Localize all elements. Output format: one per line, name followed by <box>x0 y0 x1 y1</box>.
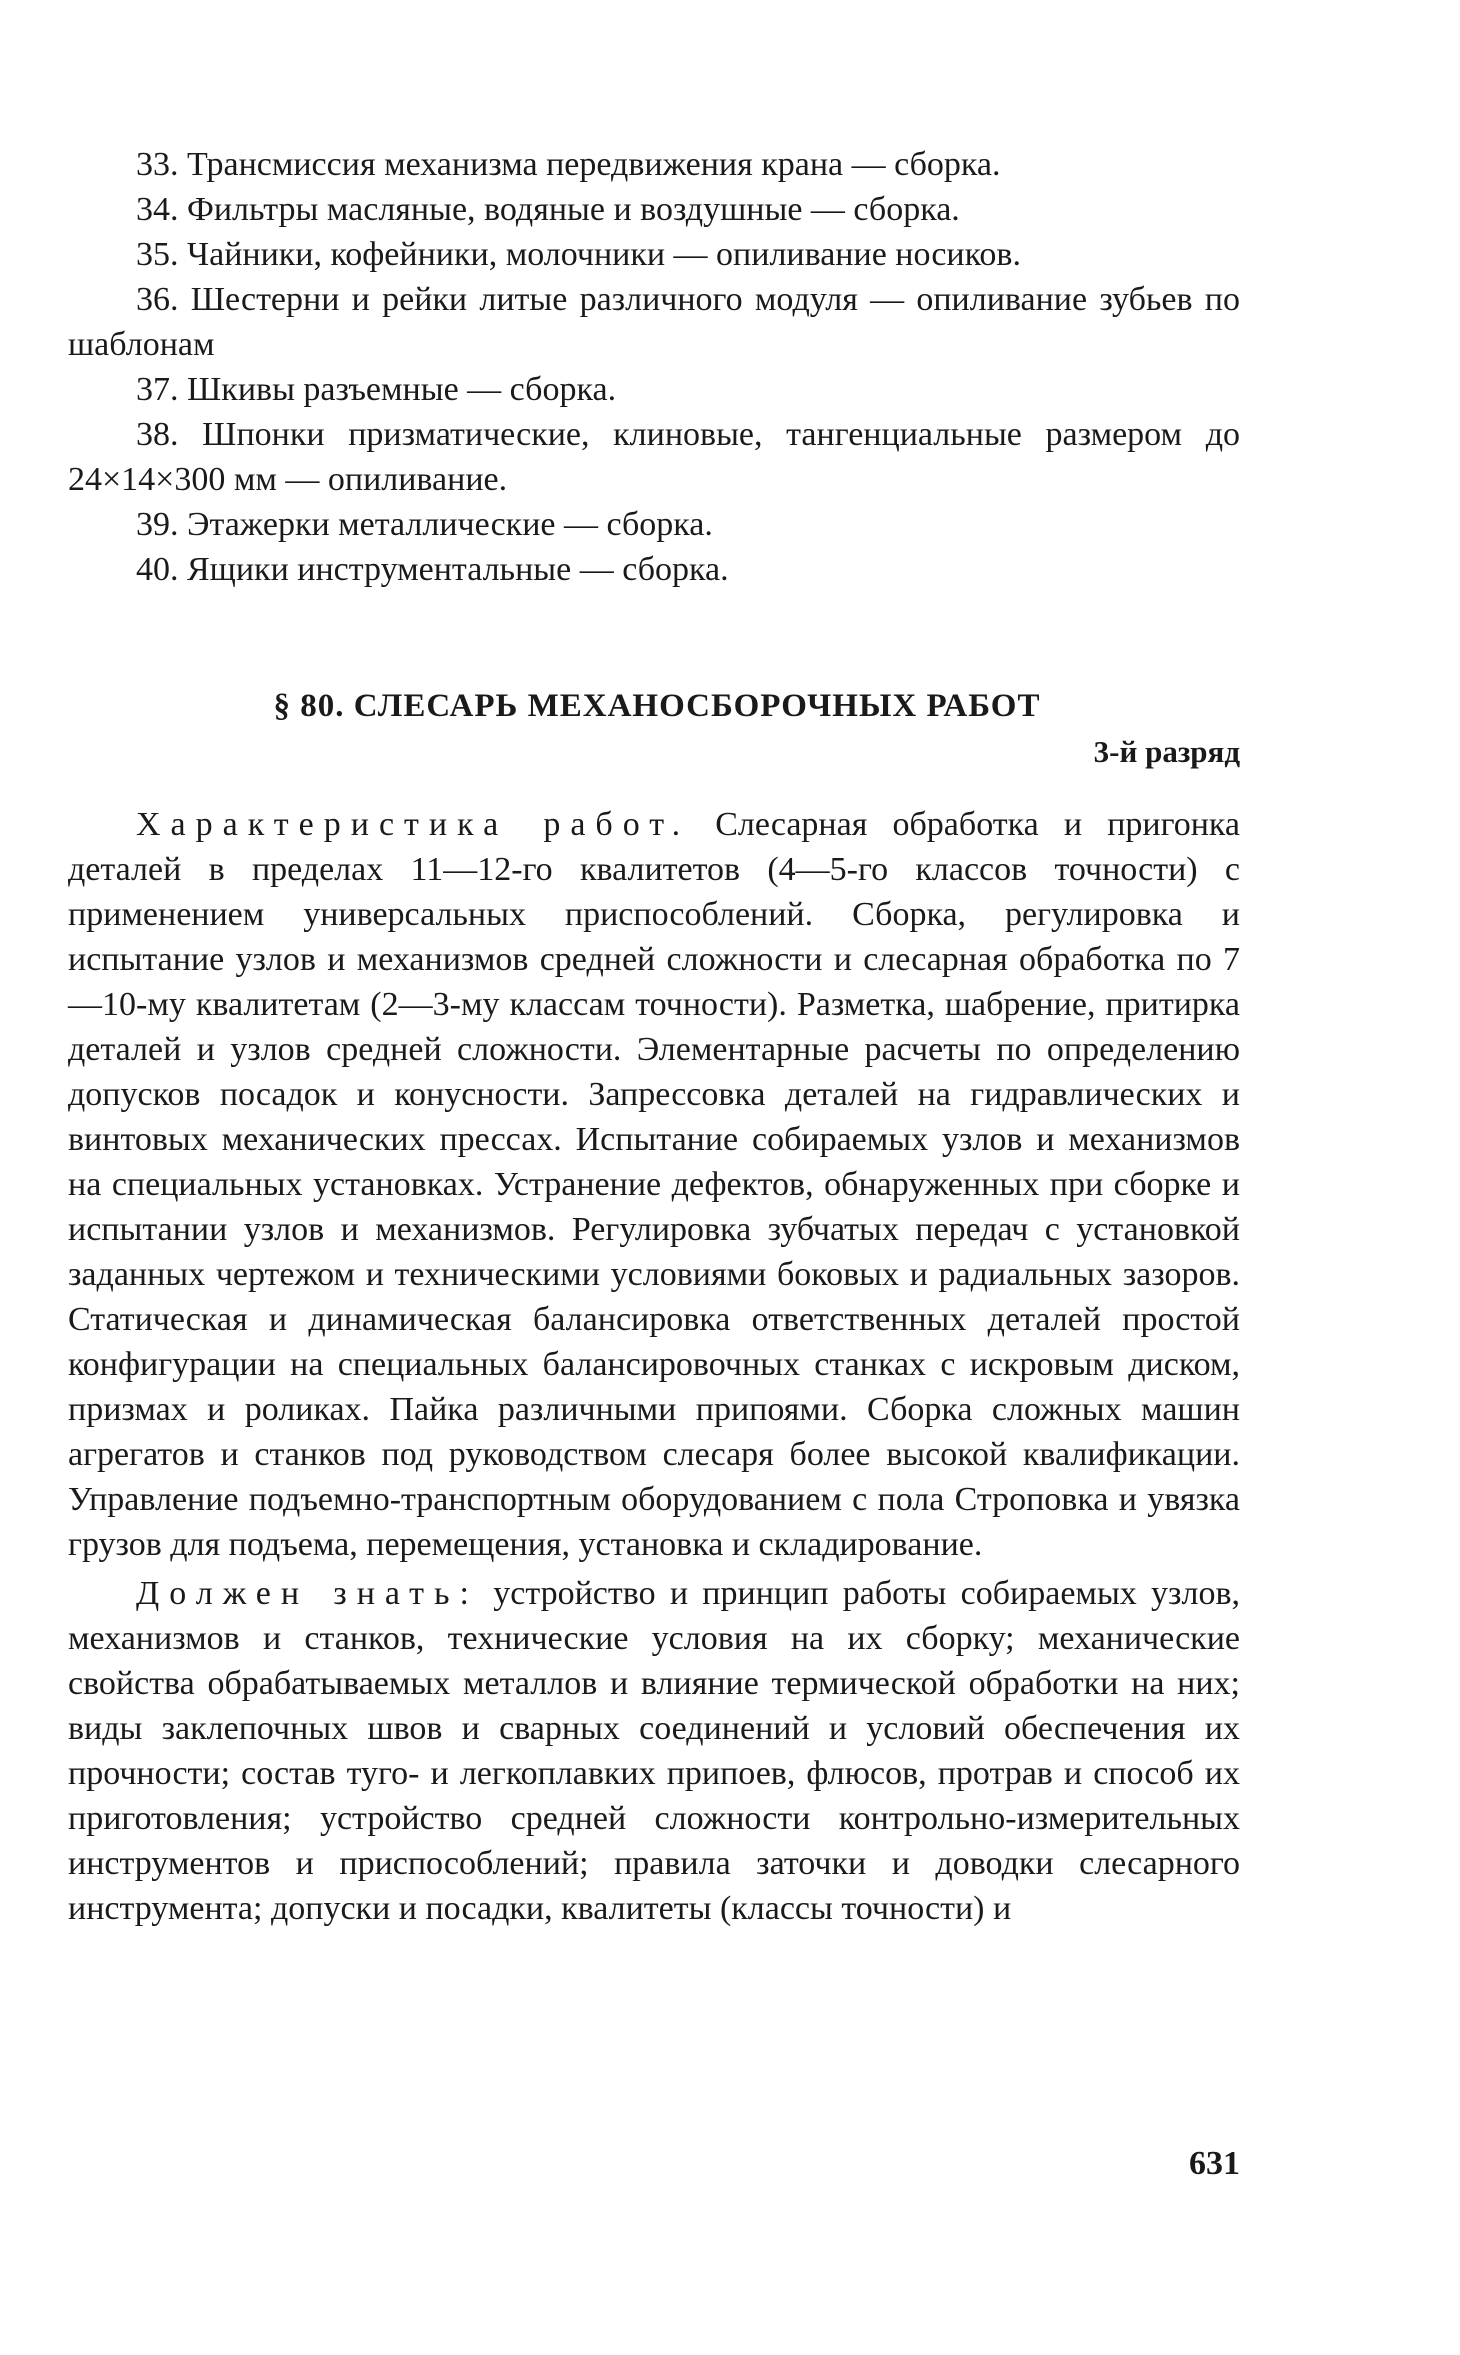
numbered-list <box>68 142 1240 592</box>
characteristics-label: Характеристика работ. <box>136 806 691 843</box>
section-title: § 80. СЛЕСАРЬ МЕХАНОСБОРОЧНЫХ РАБОТ <box>273 688 1041 724</box>
list-item: 38. Шпонки призматические, клиновые, тангенциальные размером до 24×14×300 мм — опиливание. <box>68 416 1240 498</box>
list-item: 39. Этажерки металлические — сборка. <box>136 506 713 543</box>
characteristics-paragraph <box>68 802 1240 1567</box>
must-know-label: Должен знать: <box>136 1575 479 1612</box>
must-know-text: устройство и принцип работы собираемых узлов, механизмов и станков, технические условия на их сборку; механические свойства обрабатываемых металлов и влияние термической обработки на них; виды заклепочных швов и сварных соединений и условий обеспечения их прочности; состав туго- и легкоплавких припоев, флюсов, протрав и способ их приготовления; устройство средней сложности контрольно-измерительных инструментов и приспособлений; правила заточки и доводки слесарного инструмента; допуски и посадки, квалитеты (классы точности) и <box>68 1575 1241 1927</box>
list-item: 33. Трансмиссия механизма передвижения крана — сборка. <box>136 146 1001 183</box>
list-item: 40. Ящики инструментальные — сборка. <box>136 551 729 588</box>
list-item: 36. Шестерни и рейки литые различного модуля — опиливание зубьев по шаблонам <box>68 281 1240 363</box>
list-item: 35. Чайники, кофейники, молочники — опиливание носиков. <box>136 236 1021 273</box>
list-item: 37. Шкивы разъемные — сборка. <box>136 371 617 408</box>
page-number: 631 <box>1189 2145 1240 2182</box>
characteristics-text: Слесарная обработка и пригонка деталей в пределах 11—12-го квалитетов (4—5-го классов точности) с применением универсальных приспособлений. Сборка, регулировка и испытание узлов и механизмов средней сложности и слесарная обработка по 7—10-му квалитетам (2—3-му классам точности). Разметка, шабрение, притирка деталей и узлов средней сложности. Элементарные расчеты по определению допусков посадок и конусности. Запрессовка деталей на гидравлических и винтовых механических прессах. Испытание собираемых узлов и механизмов на специальных установках. Устранение дефектов, обнаруженных при сборке и испытании узлов и механизмов. Регулировка зубчатых передач с установкой заданных чертежом и техническими условиями боковых и радиальных зазоров. Статическая и динамическая балансировка ответственных деталей простой конфигурации на специальных балансировочных станках с искровым диском, призмах и роликах. Пайка различными припоями. Сборка сложных машин агрегатов и станков под руководством слесаря более высокой квалификации. Управление подъемно-транспортным оборудованием с пола Строповка и увязка грузов для подъема, перемещения, установка и складирование. <box>68 806 1240 1563</box>
page-content <box>68 142 1240 1931</box>
must-know-paragraph <box>68 1571 1240 1931</box>
grade-label: 3-й разряд <box>1093 734 1240 769</box>
list-item: 34. Фильтры масляные, водяные и воздушные — сборка. <box>136 191 960 228</box>
